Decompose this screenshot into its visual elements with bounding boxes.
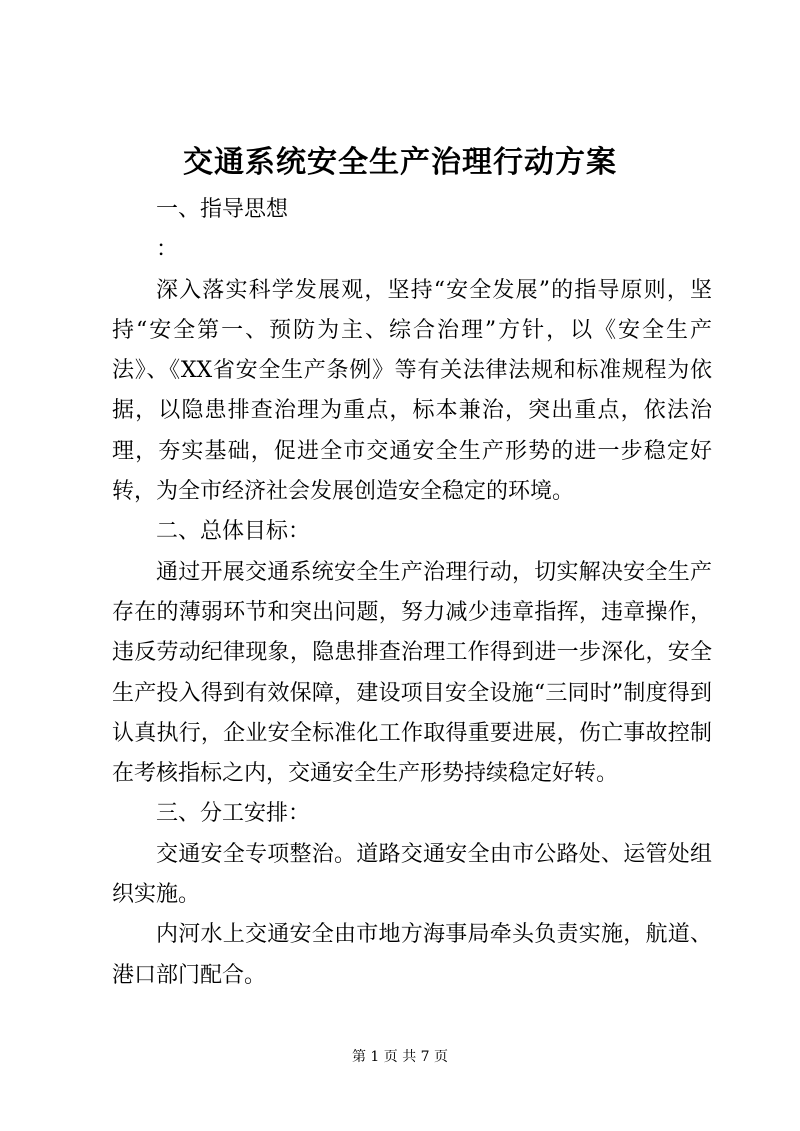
page-footer: 第 1 页 共 7 页: [351, 1049, 449, 1065]
paragraph-inland-water-safety: 内河水上交通安全由市地方海事局牵头负责实施，航道、港口部门配合。: [112, 922, 712, 988]
paragraph-guiding-ideology: 深入落实科学发展观，坚持“安全发展”的指导原则，坚持“安全第一、预防为主、综合治理”方针，以《安全生产法》、《XX省安全生产条例》等有关法律法规和标准规程为依据，以隐患排查治理为重点，标本兼治，突出重点，依法治理，夯实基础，促进全市交通安全生产形势的进一步稳定好转，为全市经济社会发展创造安全稳定的环境。: [112, 277, 712, 505]
section-heading-division-of-work: 三、分工安排：: [156, 801, 311, 827]
section-heading-guiding-ideology: 一、指导思想: [156, 197, 289, 222]
paragraph-overall-goal: 通过开展交通系统安全生产治理行动，切实解决安全生产存在的薄弱环节和突出问题，努力减少违章指挥，违章操作，违反劳动纪律现象，隐患排查治理工作得到进一步深化，安全生产投入得到有效保障，建设项目安全设施“三同时”制度得到认真执行，企业安全标准化工作取得重要进展，伤亡事故控制在考核指标之内，交通安全生产形势持续稳定好转。: [112, 559, 712, 787]
paragraph-road-traffic-safety: 交通安全专项整治。道路交通安全由市公路处、运管处组织实施。: [112, 841, 712, 908]
colon-line: ：: [156, 237, 179, 263]
document-body: [112, 190, 712, 996]
section-heading-overall-goal: 二、总体目标：: [156, 519, 311, 545]
document-title: 交通系统安全生产治理行动方案: [183, 145, 617, 180]
